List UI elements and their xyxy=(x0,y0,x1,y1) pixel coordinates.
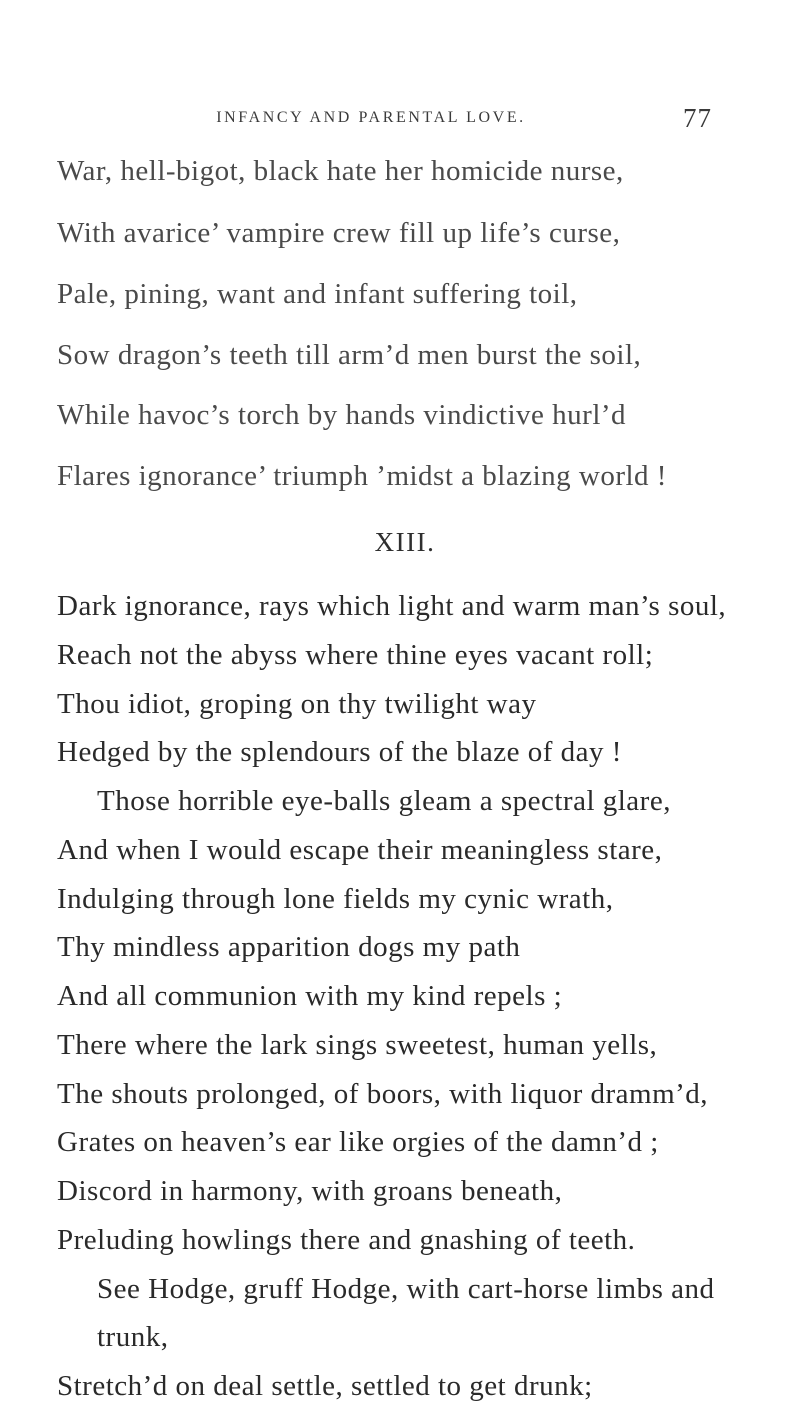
verse-line: Dark ignorance, rays which light and warm man’s soul, xyxy=(57,590,727,622)
verse-line: Thou idiot, groping on thy twilight way xyxy=(57,688,537,720)
verse-line: Pale, pining, want and infant suffering toil, xyxy=(57,278,578,310)
running-head xyxy=(0,103,800,137)
verse-line: And all communion with my kind repels ; xyxy=(57,980,563,1012)
verse-line: Sow dragon’s teeth till arm’d men burst the soil, xyxy=(57,339,642,371)
verse-line: Those horrible eye-balls gleam a spectral glare, xyxy=(97,785,671,817)
verse-line: Grates on heaven’s ear like orgies of the damn’d ; xyxy=(57,1126,659,1158)
verse-line: trunk, xyxy=(97,1321,169,1353)
verse-line: Indulging through lone fields my cynic wrath, xyxy=(57,883,614,915)
verse-line: And when I would escape their meaningless stare, xyxy=(57,834,663,866)
running-title: INFANCY AND PARENTAL LOVE. xyxy=(216,109,526,126)
verse-line: War, hell-bigot, black hate her homicide nurse, xyxy=(57,155,624,187)
verse-line: Preluding howlings there and gnashing of teeth. xyxy=(57,1224,636,1256)
verse-line: See Hodge, gruff Hodge, with cart-horse limbs and xyxy=(97,1273,715,1305)
verse-line: Reach not the abyss where thine eyes vacant roll; xyxy=(57,639,654,671)
verse-line: Discord in harmony, with groans beneath, xyxy=(57,1175,563,1207)
page-number: 77 xyxy=(683,103,712,133)
section-heading: XIII. xyxy=(374,527,436,557)
verse-line: Hedged by the splendours of the blaze of day ! xyxy=(57,736,622,768)
verse-line: Thy mindless apparition dogs my path xyxy=(57,931,521,963)
verse-line: The shouts prolonged, of boors, with liquor dramm’d, xyxy=(57,1078,709,1110)
verse-line: Flares ignorance’ triumph ’midst a blazing world ! xyxy=(57,460,667,492)
verse-line: With avarice’ vampire crew fill up life’s curse, xyxy=(57,217,621,249)
verse-line: Stretch’d on deal settle, settled to get drunk; xyxy=(57,1370,593,1402)
verse-line: While havoc’s torch by hands vindictive hurl’d xyxy=(57,399,627,431)
verse-line: There where the lark sings sweetest, human yells, xyxy=(57,1029,658,1061)
